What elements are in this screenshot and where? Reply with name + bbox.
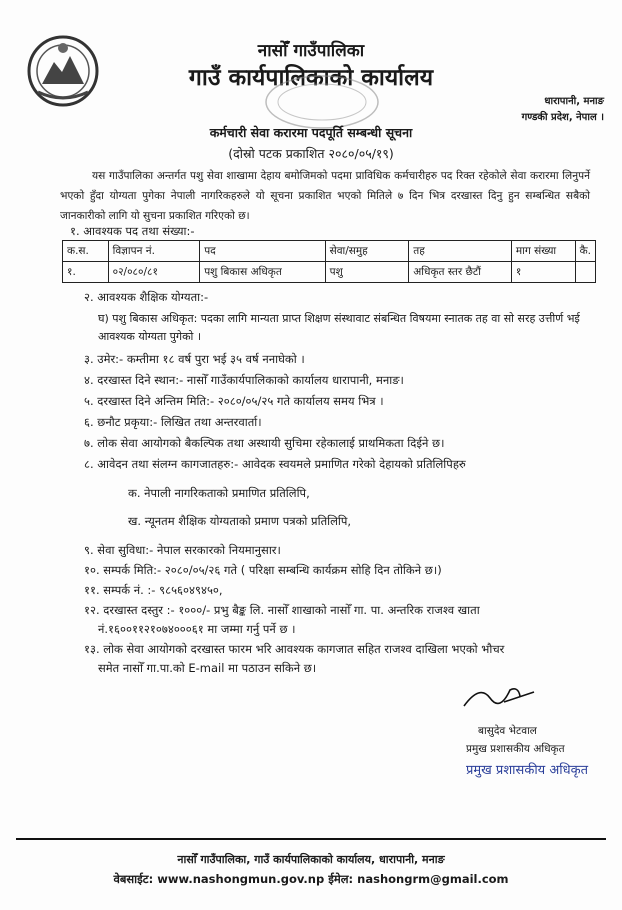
table-header-cell: क.स. <box>63 241 109 262</box>
address-line-1: धारापानी, मनाङ <box>544 96 604 107</box>
notice-intro: यस गाउँपालिका अन्तर्गत पशु सेवा शाखामा देहाय बमोजिमको पदमा प्राविधिक कर्मचारीहरु पद रिक्त रहेकोले सेवा करारमा लिनुपर्ने भएको हुँदा योग्यता पुगेका नेपाली नागरिकहरुले यो सूचना प्रकाशित भएको मितिले ७ दिन भित्र दरखास्त दिनु हुन सम्बन्धित सबैको जानकारीको लागि यो सुचना प्रकाशित गरिएको छ। <box>60 170 590 222</box>
table-header-cell: सेवा/समुह <box>325 241 409 262</box>
footer-office: नासोँ गाउँपालिका, गाउँ कार्यपालिकाको कार्यालय, धारापानी, मनाङ <box>177 853 445 866</box>
table-cell: पशु <box>325 262 409 283</box>
item-facility: ९. सेवा सुविधा:- नेपाल सरकारको नियमानुसार। <box>84 543 281 557</box>
notice-subtitle: (दोस्रो पटक प्रकाशित २०८०/०५/१९) <box>228 146 394 161</box>
item-contact-date: १०. सम्पर्क मिति:- २०८०/०५/२६ गते ( परिक्षा सम्बन्धि कार्यक्रम सोहि दिन तोकिने छ।) <box>84 563 442 577</box>
designation-stamp: प्रमुख प्रशासकीय अधिकृत <box>466 763 589 778</box>
item-contact-number: ११. सम्पर्क नं. :- ९८५६०४९४५०, <box>84 583 223 597</box>
signatory-designation: प्रमुख प्रशासकीय अधिकृत <box>466 743 565 755</box>
item-email-line-1: १३. लोक सेवा आयोगको दरखास्त फारम भरि आवश्यक कागजात सहित राजश्व दाखिला भएको भौचर <box>84 642 505 656</box>
table-header-cell: विज्ञापन नं. <box>108 241 200 262</box>
signatory-name: बासुदेव भेटवाल <box>478 725 537 737</box>
posts-table <box>62 240 596 283</box>
office-address <box>522 94 604 126</box>
document-b: ख. न्यूनतम शैक्षिक योग्यताको प्रमाण पत्रको प्रतिलिपि, <box>128 514 352 528</box>
office-subtitle: गाउँ कार्यपालिकाको कार्यालय <box>188 65 434 91</box>
document-a: क. नेपाली नागरिकताको प्रमाणित प्रतिलिपि, <box>128 486 310 500</box>
section-1-title: १. आवश्यक पद तथा संख्या:- <box>70 224 195 238</box>
handwritten-signature-icon <box>460 680 540 712</box>
table-header-cell: माग संख्या <box>511 241 575 262</box>
table-row <box>63 262 596 283</box>
item-email-line-2: समेत नासोँ गा.पा.को E-mail मा पठाउन सकिने छ। <box>98 661 317 675</box>
office-name: नासोँ गाउँपालिका <box>257 41 365 61</box>
item-priority: ७. लोक सेवा आयोगको बैकल्पिक तथा अस्थायी सुचिमा रहेकालाई प्राथमिकता दिईने छ। <box>84 436 445 450</box>
item-fee-line-2: नं.१६००११२१०७४०००६१ मा जम्मा गर्नु पर्ने छ । <box>98 622 296 636</box>
address-line-2: गण्डकी प्रदेश, नेपाल । <box>521 112 604 123</box>
item-selection: ६. छनौट प्रकृया:- लिखित तथा अन्तरवार्ता। <box>84 415 262 429</box>
item-documents-title: ८. आवेदन तथा संलग्न कागजातहरु:- आवेदक स्वयमले प्रमाणित गरेको देहायको प्रतिलिपिहरु <box>84 457 466 471</box>
table-header-cell: तह <box>409 241 512 262</box>
footer-divider <box>16 838 606 840</box>
footer-contact: वेबसाईट: www.nashongmun.gov.np ईमेल: nashongrm@gmail.com <box>113 872 509 886</box>
qualification-title: २. आवश्यक शैक्षिक योग्यता:- <box>84 290 209 304</box>
qualification-detail: घ) पशु बिकास अधिकृत: पदका लागि मान्यता प्राप्त शिक्षण संस्थावाट संबन्धित विषयमा स्नातक तह वा सो सरह उत्तीर्ण भई आवश्यक योग्यता पुगेको । <box>98 312 580 343</box>
item-place: ४. दरखास्त दिने स्थान:- नासोँ गाउँकार्यपालिकाको कार्यालय धारापानी, मनाङ। <box>84 373 404 387</box>
notice-title: कर्मचारी सेवा करारमा पदपूर्ति सम्बन्धी सूचना <box>209 125 413 140</box>
item-fee-line-1: १२. दरखास्त दस्तुर :- १०००/- प्रभु बैङ्क लि. नासोँ शाखाको नासोँ गा. पा. अन्तरिक राजश्व खाता <box>84 603 480 617</box>
table-header-cell: कै. <box>575 241 595 262</box>
item-age: ३. उमेर:- कम्तीमा १८ वर्ष पुरा भई ३५ वर्ष ननाघेको । <box>84 352 305 366</box>
table-cell: १ <box>511 262 575 283</box>
table-header-cell: पद <box>200 241 325 262</box>
table-cell: पशु बिकास अधिकृत <box>200 262 325 283</box>
table-cell <box>575 262 595 283</box>
table-cell: अधिकृत स्तर छैटौं <box>409 262 512 283</box>
table-cell: १. <box>63 262 109 283</box>
table-cell: ०२/०८०/८१ <box>108 262 200 283</box>
office-stamp-icon <box>262 72 382 132</box>
item-deadline: ५. दरखास्त दिने अन्तिम मिति:- २०८०/०५/२५ गते कार्यालय समय भित्र । <box>84 394 384 408</box>
table-header-row <box>63 241 596 262</box>
